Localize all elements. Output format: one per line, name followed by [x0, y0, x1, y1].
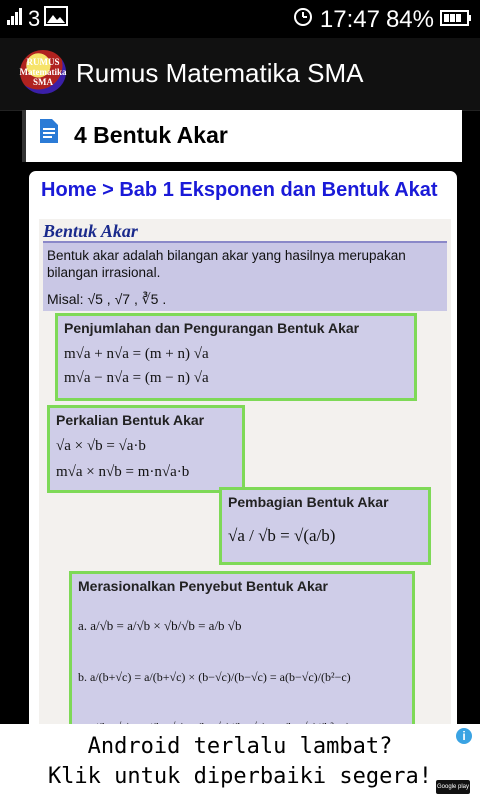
topic-header	[22, 110, 462, 162]
addition-formula: m√a + n√a = (m + n) √a	[64, 346, 209, 362]
division-formula: √a / √b = √(a/b)	[228, 526, 336, 545]
rationalize-formula-b: b. a/(b+√c) = a/(b+√c) × (b−√c)/(b−√c) = a(b−√c)/(b²−c)	[78, 670, 351, 684]
ad-banner[interactable]	[0, 724, 480, 800]
ad-line-1: Android terlalu lambat?	[87, 734, 393, 759]
division-box	[219, 487, 431, 565]
division-title: Pembagian Bentuk Akar	[228, 494, 389, 510]
addition-box	[55, 313, 417, 401]
subtraction-formula: m√a − n√a = (m − n) √a	[64, 370, 209, 386]
formula-image	[39, 219, 451, 734]
app-title: Rumus Matematika SMA	[76, 58, 364, 88]
content-card	[26, 168, 460, 734]
multiplication-formula-2: m√a × n√b = m·n√a·b	[56, 464, 190, 480]
status-right	[292, 5, 472, 34]
addition-title: Penjumlahan dan Pengurangan Bentuk Akar	[64, 320, 360, 336]
alarm-icon	[292, 5, 314, 34]
rationalize-box	[69, 571, 415, 734]
info-icon[interactable]: i	[456, 728, 472, 744]
topic-title: 4 Bentuk Akar	[74, 122, 228, 148]
sim-number: 3	[28, 6, 41, 31]
battery-percent: 84%	[385, 5, 434, 33]
app-logo[interactable]: RUMUS Matematika SMA	[20, 50, 66, 94]
status-left	[6, 6, 68, 32]
rationalize-title: Merasionalkan Penyebut Bentuk Akar	[78, 578, 329, 594]
status-bar	[0, 0, 480, 38]
document-icon	[38, 118, 60, 144]
multiplication-box	[47, 405, 245, 493]
example-text: Misal: √5 , √7 , ∛5 .	[47, 291, 167, 307]
signal-icon	[6, 6, 24, 32]
multiplication-formula-1: √a × √b = √a·b	[56, 438, 146, 454]
rationalize-formula-a: a. a/√b = a/√b × √b/√b = a/b √b	[78, 618, 242, 633]
section-heading: Bentuk Akar	[43, 221, 138, 241]
clock: 17:47	[319, 5, 380, 33]
gallery-icon	[44, 6, 68, 32]
app-bar	[0, 38, 480, 111]
ad-line-2: Klik untuk diperbaiki segera!	[47, 764, 433, 789]
battery-icon	[440, 6, 472, 34]
definition-text: Bentuk akar adalah bilangan akar yang hasilnya merupakan bilangan irrasional.	[47, 248, 406, 280]
breadcrumb[interactable]: Home > Bab 1 Eksponen dan Bentuk Akat	[41, 179, 438, 201]
google-play-badge: Google play	[436, 780, 470, 794]
multiplication-title: Perkalian Bentuk Akar	[56, 412, 205, 428]
definition-box	[43, 241, 447, 311]
